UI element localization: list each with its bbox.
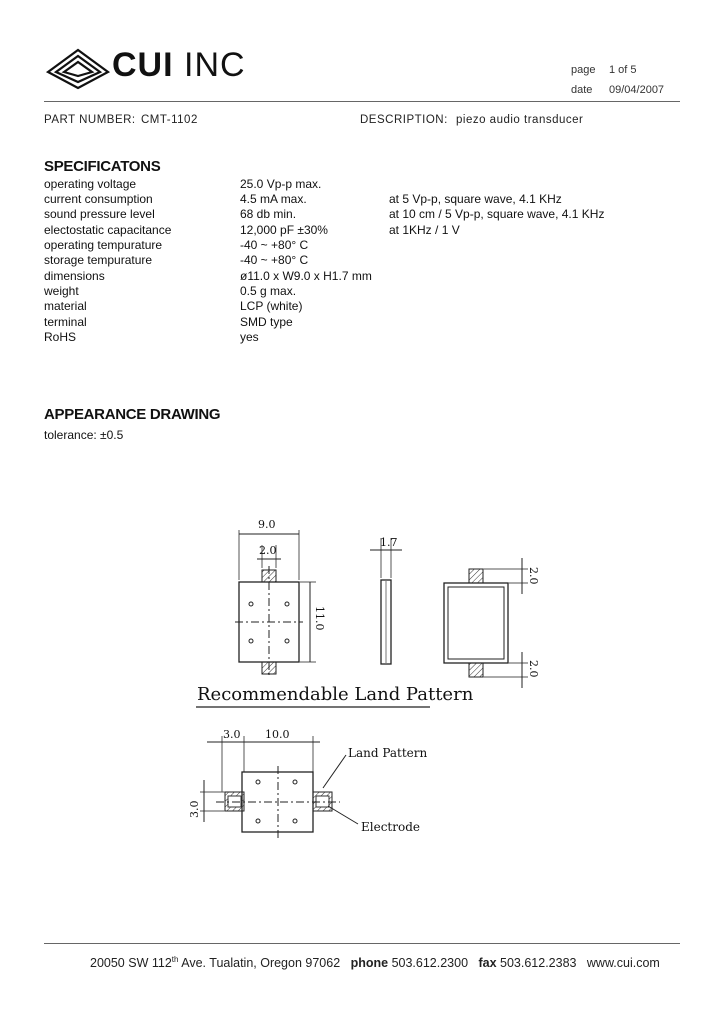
- appearance-title: APPEARANCE DRAWING: [44, 406, 221, 423]
- tolerance: tolerance: ±0.5: [44, 428, 124, 442]
- spec-name: operating voltage: [44, 177, 137, 191]
- dim-bottom-pad: 2.0: [527, 660, 540, 678]
- page-label: page: [571, 64, 596, 76]
- spec-value: SMD type: [240, 315, 293, 329]
- part-number: CMT-1102: [141, 114, 198, 126]
- footer-contact: [90, 955, 660, 970]
- footer-fax-label: fax: [478, 956, 497, 971]
- spec-name: storage tempurature: [44, 253, 153, 267]
- spec-condition: at 10 cm / 5 Vp-p, square wave, 4.1 KHz: [389, 207, 605, 221]
- description-label: DESCRIPTION:: [360, 114, 448, 126]
- spec-name: material: [44, 299, 87, 313]
- spec-value: LCP (white): [240, 299, 303, 313]
- dim-top-pad: 2.0: [527, 567, 540, 585]
- spec-value: 25.0 Vp-p max.: [240, 177, 322, 191]
- spec-value: ø11.0 x W9.0 x H1.7 mm: [240, 269, 372, 283]
- specifications-title: SPECIFICATONS: [44, 158, 161, 175]
- side-view: [370, 538, 402, 664]
- land-pattern-label: Land Pattern: [348, 746, 428, 760]
- spec-name: RoHS: [44, 330, 77, 344]
- spec-condition: at 5 Vp-p, square wave, 4.1 KHz: [389, 192, 562, 206]
- spec-name: electostatic capacitance: [44, 223, 172, 237]
- bottom-view: [444, 558, 528, 688]
- dim-terminal-width: 2.0: [259, 544, 277, 557]
- spec-value: -40 ~ +80° C: [240, 238, 309, 252]
- part-number-label: PART NUMBER:: [44, 114, 136, 126]
- land-pattern-view: [200, 736, 358, 838]
- spec-value: 68 db min.: [240, 207, 297, 221]
- footer-divider: [44, 943, 680, 944]
- spec-value: yes: [240, 330, 259, 344]
- cui-logo-icon: [44, 44, 112, 90]
- spec-name: dimensions: [44, 269, 105, 283]
- dim-land-span: 10.0: [265, 728, 290, 741]
- date-label: date: [571, 84, 593, 96]
- dim-thickness: 1.7: [380, 536, 398, 549]
- spec-value: 12,000 pF ±30%: [240, 223, 328, 237]
- footer-phone: 503.612.2300: [391, 956, 469, 971]
- appearance-drawing: [0, 500, 720, 850]
- header-divider: [44, 101, 680, 102]
- footer-address-post: Ave. Tualatin, Oregon 97062: [178, 956, 341, 971]
- dim-height: 11.0: [313, 606, 326, 631]
- spec-condition: at 1KHz / 1 V: [389, 223, 460, 237]
- footer-fax: 503.612.2383: [500, 956, 577, 971]
- dim-land-width: 3.0: [223, 728, 241, 741]
- footer-address-sup: th: [171, 955, 179, 964]
- dim-land-height: 3.0: [188, 800, 201, 818]
- spec-value: 0.5 g max.: [240, 284, 297, 298]
- company-name: [112, 46, 246, 85]
- spec-name: terminal: [44, 315, 87, 329]
- description: piezo audio transducer: [456, 114, 584, 126]
- spec-name: weight: [44, 284, 79, 298]
- land-pattern-title: Recommendable Land Pattern: [197, 684, 474, 705]
- spec-name: current consumption: [44, 192, 153, 206]
- electrode-label: Electrode: [361, 820, 420, 834]
- brand-bold: CUI: [112, 46, 174, 84]
- spec-name: sound pressure level: [44, 207, 155, 221]
- brand-light: INC: [184, 46, 246, 84]
- dim-width: 9.0: [258, 518, 276, 531]
- date-value: 09/04/2007: [609, 84, 665, 96]
- footer-address-pre: 20050 SW 112: [90, 956, 172, 971]
- spec-name: operating tempurature: [44, 238, 163, 252]
- spec-value: -40 ~ +80° C: [240, 253, 309, 267]
- footer-website[interactable]: www.cui.com: [586, 956, 660, 971]
- spec-value: 4.5 mA max.: [240, 192, 307, 206]
- page-value: 1 of 5: [609, 64, 637, 76]
- footer-phone-label: phone: [350, 956, 389, 971]
